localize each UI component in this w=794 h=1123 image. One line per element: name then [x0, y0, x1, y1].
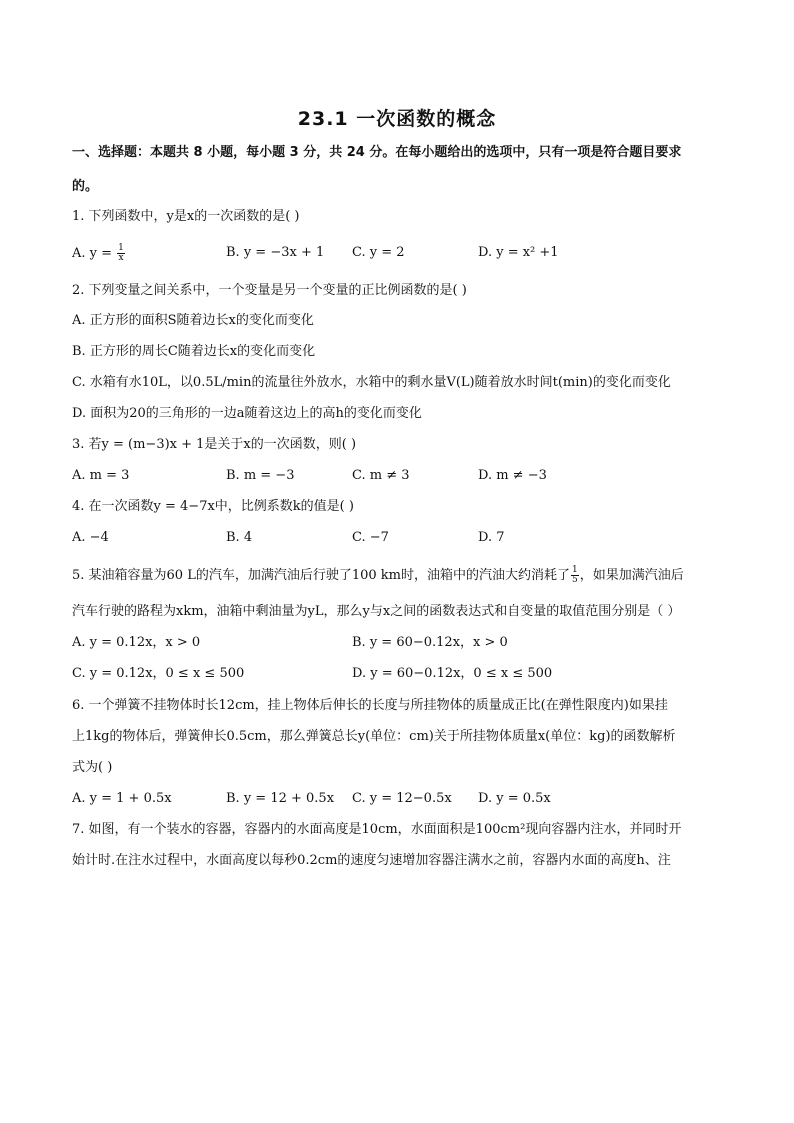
- page-title: 23.1 一次函数的概念: [297, 108, 497, 130]
- q3-option-c: C. m ≠ 3: [352, 468, 410, 483]
- q1-stem: 1. 下列函数中，y是x的一次函数的是( ): [72, 209, 300, 224]
- q5-option-b: B. y = 60−0.12x，x > 0: [352, 635, 508, 650]
- q5-option-c: C. y = 0.12x，0 ≤ x ≤ 500: [72, 666, 245, 681]
- q6-option-d: D. y = 0.5x: [478, 791, 551, 806]
- q4-option-c: C. −7: [352, 530, 389, 545]
- q3-stem: 3. 若y = (m−3)x + 1是关于x的一次函数，则( ): [72, 437, 357, 452]
- q4-option-b: B. 4: [226, 530, 253, 545]
- q3-option-a: A. m = 3: [72, 468, 130, 483]
- q2-stem: 2. 下列变量之间关系中，一个变量是另一个变量的正比例函数的是( ): [72, 283, 467, 298]
- q5-option-a: A. y = 0.12x，x > 0: [72, 635, 201, 650]
- q2-option-d: D. 面积为20的三角形的一边a随着这边上的高h的变化而变化: [72, 406, 422, 421]
- q7-stem-line1: 7. 如图，有一个装水的容器，容器内的水面高度是10cm，水面面积是100cm²现向容器内注水，并同时开: [72, 822, 682, 837]
- q5-stem-suffix: ，如果加满汽油后: [579, 568, 684, 583]
- section-instruction-line2: 的。: [72, 179, 99, 194]
- q2-option-c: C. 水箱有水10L，以0.5L/min的流量往外放水，水箱中的剩水量V(L)随着放水时间t(min)的变化而变化: [72, 375, 671, 390]
- section-instruction-line1: 一、选择题：本题共 8 小题，每小题 3 分，共 24 分。在每小题给出的选项中，只有一项是符合题目要求: [72, 145, 682, 160]
- q6-option-c: C. y = 12−0.5x: [352, 791, 452, 806]
- q1-option-b: B. y = −3x + 1: [226, 245, 325, 260]
- q6-option-a: A. y = 1 + 0.5x: [72, 791, 172, 806]
- q3-option-b: B. m = −3: [226, 468, 295, 483]
- q4-stem: 4. 在一次函数y = 4−7x中，比例系数k的值是( ): [72, 499, 354, 514]
- q6-stem-line2: 上1kg的物体后，弹簧伸长0.5cm，那么弹簧总长y(单位：cm)关于所挂物体质量x(单位：kg)的函数解析: [72, 729, 676, 744]
- q1-option-c: C. y = 2: [352, 245, 405, 260]
- q3-option-d: D. m ≠ −3: [478, 468, 547, 483]
- q2-option-a: A. 正方形的面积S随着边长x的变化而变化: [72, 313, 314, 328]
- q5-stem-line2: 汽车行驶的路程为xkm，油箱中剩油量为yL，那么y与x之间的函数表达式和自变量的取值范围分别是（ ）: [72, 604, 681, 619]
- q1-option-d: D. y = x² +1: [478, 245, 559, 260]
- q1-option-a-text: A. y =: [72, 246, 117, 261]
- q6-option-b: B. y = 12 + 0.5x: [226, 791, 335, 806]
- q4-option-a: A. −4: [72, 530, 109, 545]
- q1-option-a-fraction: [117, 244, 125, 263]
- q1-fraction-denominator: x: [118, 253, 124, 263]
- q1-option-a: [72, 244, 126, 263]
- q2-option-b: B. 正方形的周长C随着边长x的变化而变化: [72, 344, 316, 359]
- q5-fraction-numerator: 1: [572, 565, 578, 575]
- q6-stem-line1: 6. 一个弹簧不挂物体时长12cm，挂上物体后伸长的长度与所挂物体的质量成正比(在弹性限度内)如果挂: [72, 698, 668, 713]
- q5-fraction: [571, 566, 579, 585]
- q6-stem-line3: 式为( ): [72, 760, 113, 775]
- q1-fraction-numerator: 1: [118, 243, 124, 253]
- q5-stem-text: 5. 某油箱容量为60 L的汽车，加满汽油后行驶了100 km时，油箱中的汽油大约消耗了: [72, 568, 570, 583]
- q5-stem-line1: [72, 566, 684, 585]
- q4-option-d: D. 7: [478, 530, 505, 545]
- q5-fraction-denominator: 5: [572, 575, 578, 585]
- q5-option-d: D. y = 60−0.12x，0 ≤ x ≤ 500: [352, 666, 553, 681]
- q7-stem-line2: 始计时.在注水过程中，水面高度以每秒0.2cm的速度匀速增加容器注满水之前，容器内水面的高度h、注: [72, 853, 671, 868]
